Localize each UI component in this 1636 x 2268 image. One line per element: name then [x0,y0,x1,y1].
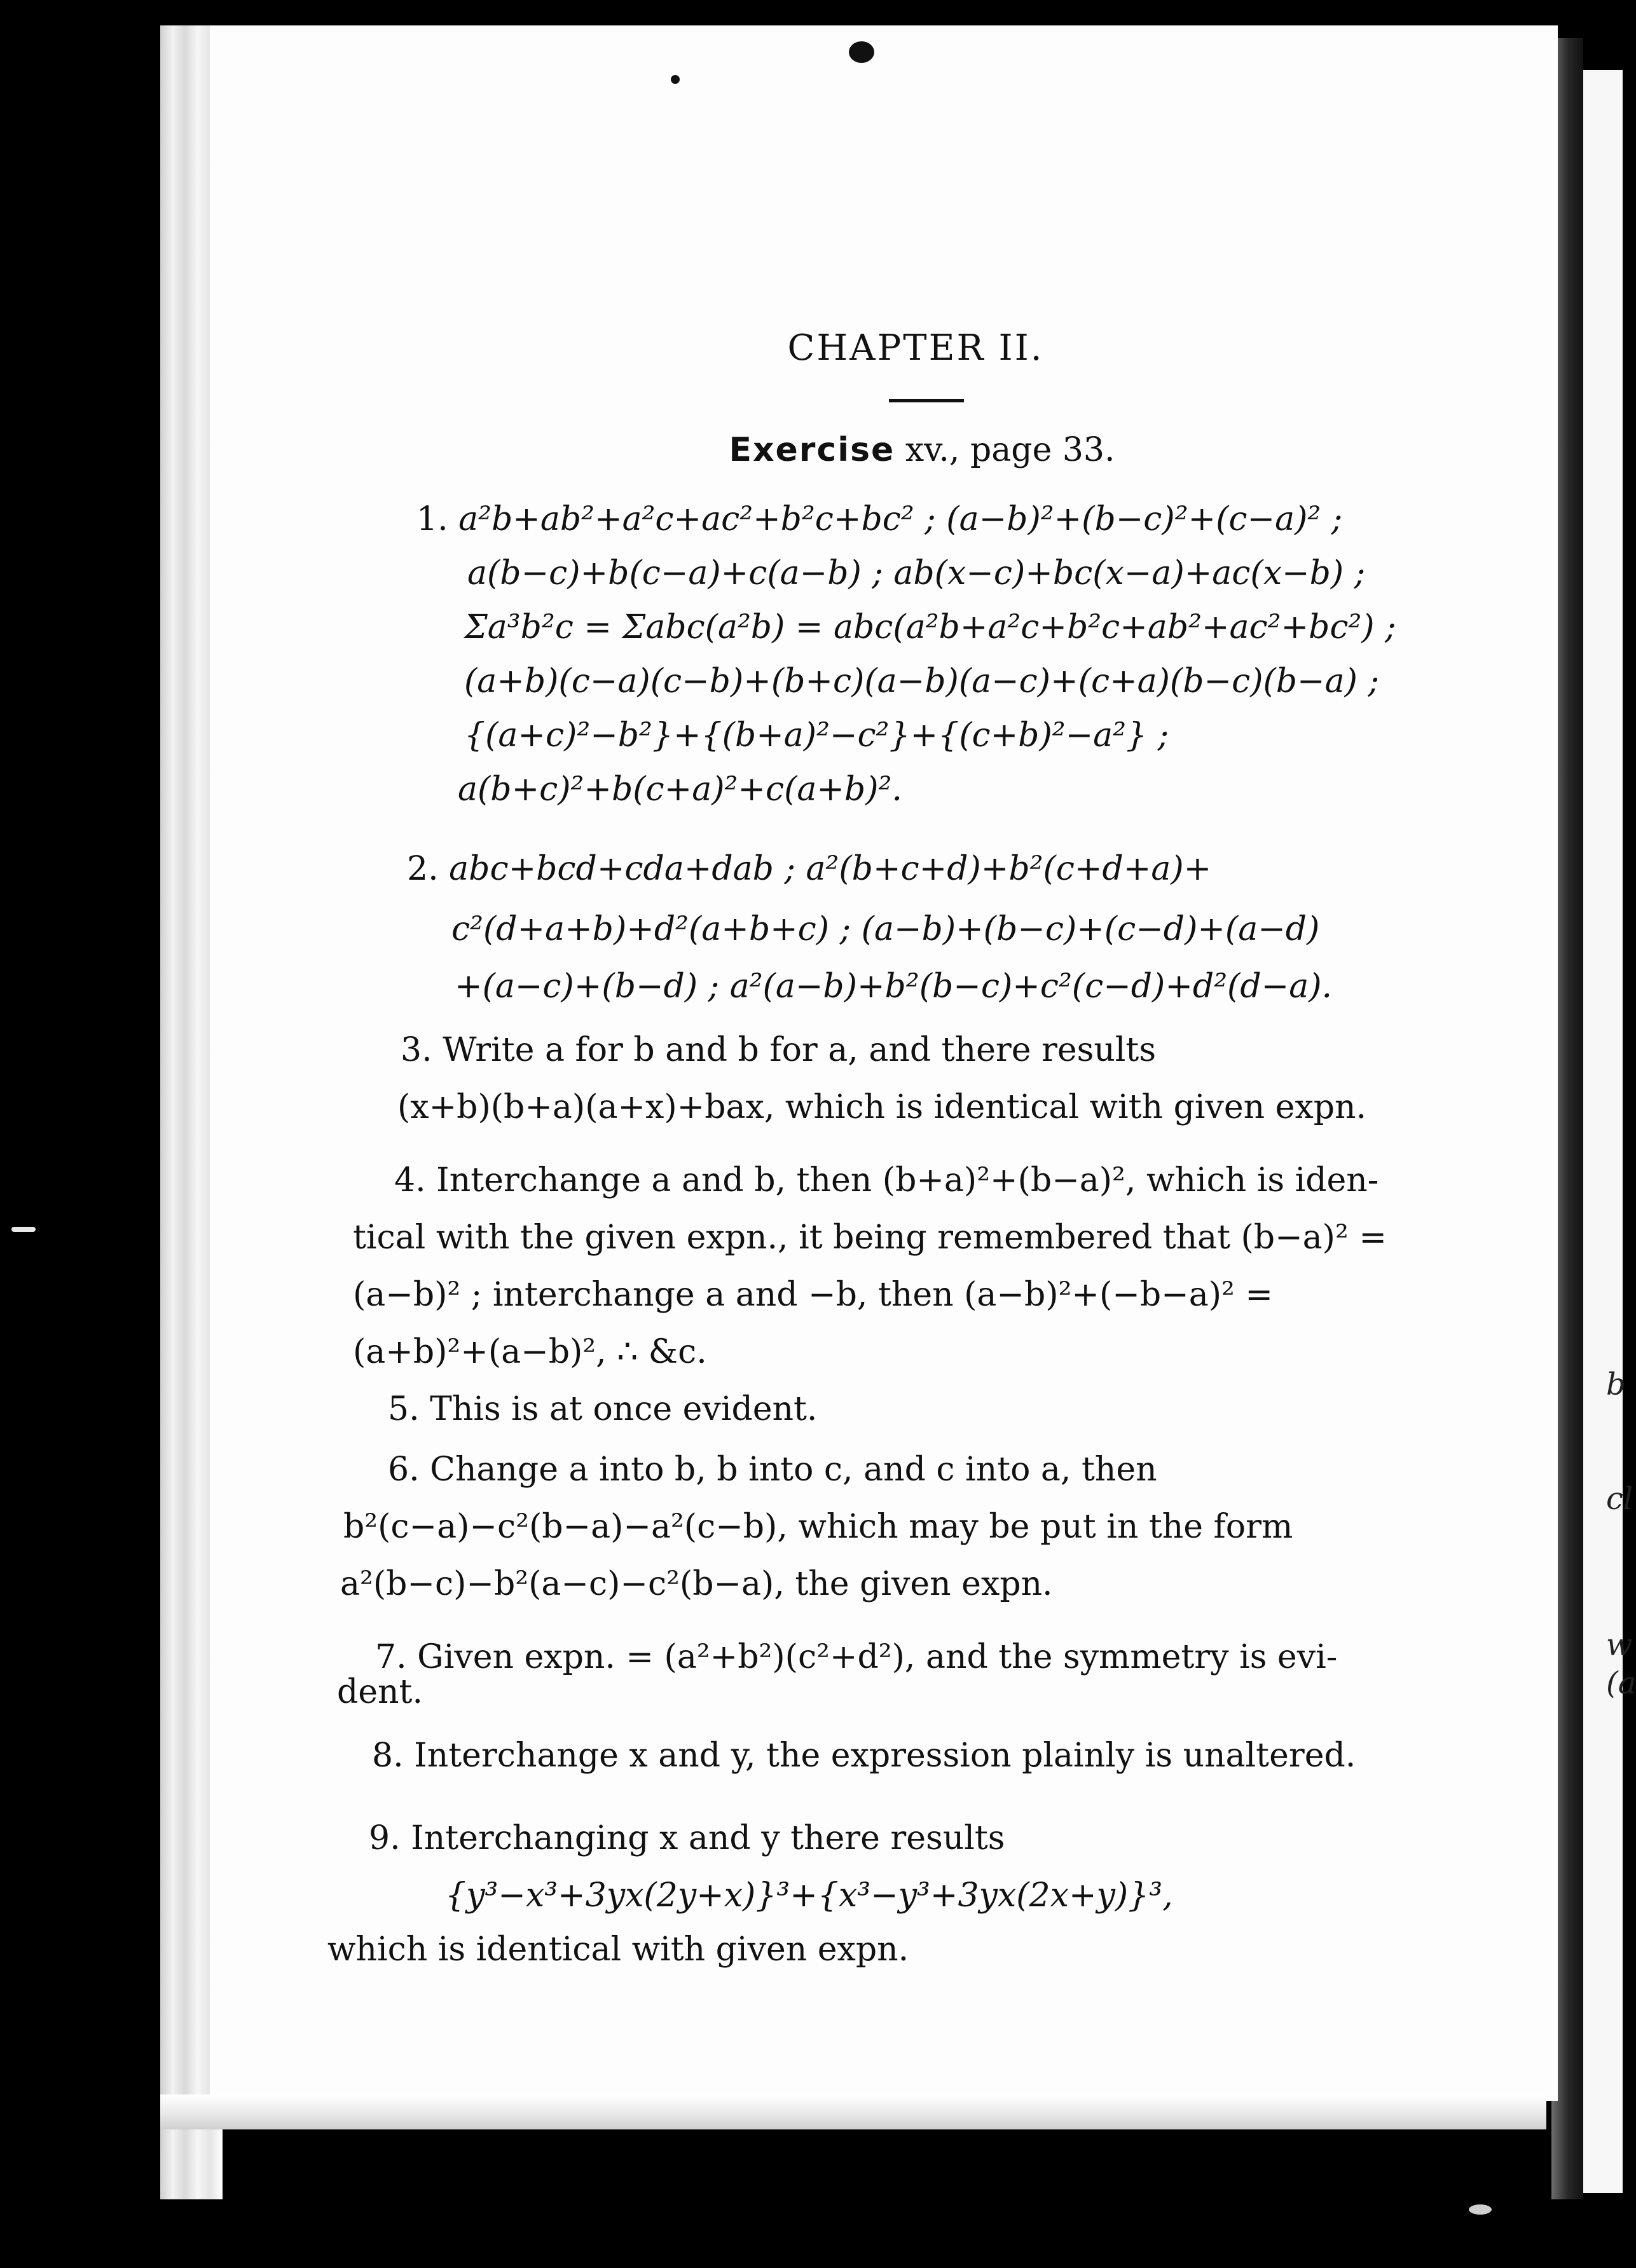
exercise-name: Exercise [729,431,895,469]
answer-1-line-2: a(b−c)+b(c−a)+c(a−b) ; ab(x−c)+bc(x−a)+ac(x−b) ; [467,554,1366,592]
scan-speck [11,1227,36,1232]
answer-number: 9. [369,1819,401,1857]
answer-9-line-3: which is identical with given expn. [327,1930,909,1969]
answer-number: 3. [401,1031,432,1069]
answer-6-line-2: b²(c−a)−c²(b−a)−a²(c−b), which may be put in the form [343,1508,1293,1546]
answer-text: Change a into b, b into c, and c into a, then [430,1451,1157,1489]
answer-4-line-2: tical with the given expn., it being remembered that (b−a)² = [353,1219,1387,1257]
answer-text: Given expn. = (a²+b²)(c²+d²), and the symmetry is evi- [417,1638,1338,1676]
answer-1-line-6: a(b+c)²+b(c+a)²+c(a+b)². [458,770,902,809]
answer-6-line-3: a²(b−c)−b²(a−c)−c²(b−a), the given expn. [340,1565,1053,1603]
answer-8-line-1 [372,1735,1356,1776]
answer-2-line-1 [407,849,1211,889]
facing-page [1583,70,1623,2193]
answer-7-line-2: dent. [337,1673,423,1711]
answer-9-line-1 [369,1818,1005,1859]
facing-page-fragment: b [1606,1367,1626,1402]
answer-number: 6. [388,1451,420,1489]
answer-number: 2. [407,850,439,888]
answer-2-line-3: +(a−c)+(b−d) ; a²(a−b)+b²(b−c)+c²(c−d)+d²(d−a). [455,967,1333,1006]
scan-speck [849,41,874,63]
exercise-reference: xv., page 33. [895,431,1115,469]
exercise-heading [674,431,1170,469]
chapter-title: CHAPTER II. [787,327,1044,369]
answer-1-line-3: Σa³b²c = Σabc(a²b) = abc(a²b+a²c+b²c+ab²+ac²+bc²) ; [464,608,1396,646]
answer-1-line-4: (a+b)(c−a)(c−b)+(b+c)(a−b)(a−c)+(c+a)(b−c)(b−a) ; [464,662,1379,700]
facing-page-fragment: cl [1606,1481,1633,1517]
answer-5-line-1 [388,1389,817,1430]
answer-number: 7. [375,1638,407,1676]
facing-page-fragment: (a [1606,1665,1636,1701]
answer-2-line-2: c²(d+a+b)+d²(a+b+c) ; (a−b)+(b−c)+(c−d)+(a−d) [451,910,1320,948]
answer-4-line-1 [394,1160,1378,1201]
answer-number: 4. [394,1161,426,1199]
answer-text: abc+bcd+cda+dab ; a²(b+c+d)+b²(c+d+a)+ [449,850,1212,888]
scan-speck [1469,2204,1492,2215]
answer-number: 8. [372,1737,404,1775]
facing-page-fragment: w [1606,1627,1633,1663]
answer-text: Interchanging x and y there results [411,1819,1005,1857]
answer-number: 1. [416,500,448,538]
answer-text: Interchange x and y, the expression plainly is unaltered. [414,1737,1356,1775]
answer-6-line-1 [388,1449,1157,1490]
answer-3-line-1 [401,1030,1156,1070]
answer-4-line-3: (a−b)² ; interchange a and −b, then (a−b)²+(−b−a)² = [353,1276,1273,1314]
chapter-rule [889,399,964,402]
answer-text: a²b+ab²+a²c+ac²+b²c+bc² ; (a−b)²+(b−c)²+(c−a)² ; [458,500,1343,538]
answer-4-line-4: (a+b)²+(a−b)², ∴ &c. [353,1333,707,1371]
answer-3-line-2: (x+b)(b+a)(a+x)+bax, which is identical with given expn. [397,1088,1367,1126]
answer-text: This is at once evident. [430,1390,818,1428]
answer-1-line-5: {(a+c)²−b²}+{(b+a)²−c²}+{(c+b)²−a²} ; [464,716,1169,755]
answer-9-line-2: {y³−x³+3yx(2y+x)}³+{x³−y³+3yx(2x+y)}³, [445,1876,1173,1915]
answer-text: Write a for b and b for a, and there results [443,1031,1157,1069]
scan-speck [671,75,680,84]
answer-number: 5. [388,1390,420,1428]
answer-text: Interchange a and b, then (b+a)²+(b−a)², which is iden- [436,1161,1379,1199]
answer-7-line-1 [375,1637,1337,1677]
answer-1-line-1 [416,499,1342,540]
page-edges-bottom [160,2094,1546,2129]
